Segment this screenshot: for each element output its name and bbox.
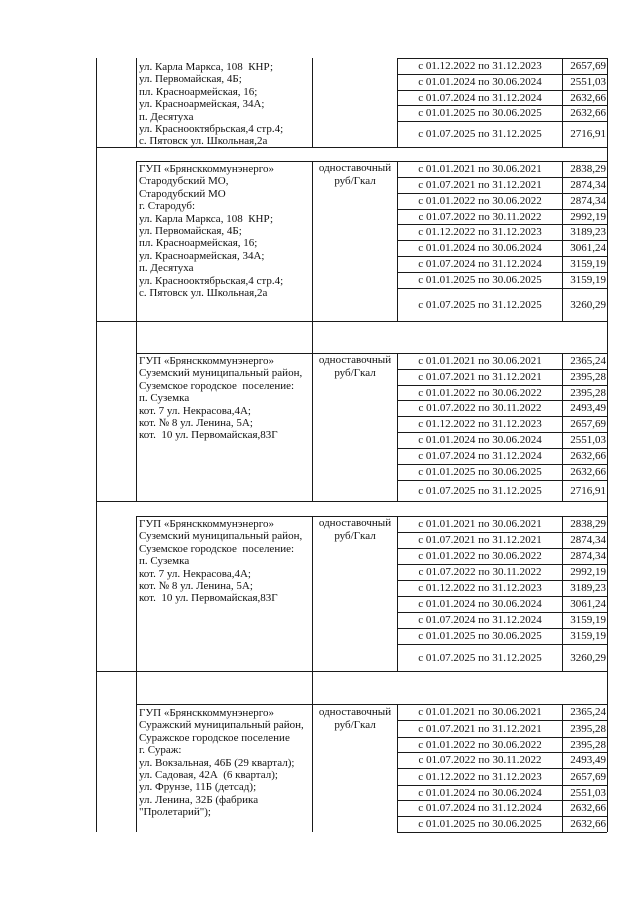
address-line: Стародубский МО,: [139, 175, 229, 188]
period-row-border: [397, 532, 607, 533]
period-cell: с 01.01.2022 по 30.06.2022: [418, 738, 542, 751]
period-row-border: [397, 58, 607, 59]
address-column-border: [136, 704, 137, 832]
tariff-value: 3189,23: [570, 582, 606, 594]
tariff-value: 2395,28: [570, 738, 606, 751]
address-column-border: [136, 516, 137, 671]
period-row-border: [397, 564, 607, 565]
period-row-border: [397, 580, 607, 581]
tariff-value: 3061,24: [570, 242, 606, 254]
tariff-value: 3159,19: [570, 274, 606, 286]
period-row-border: [397, 596, 607, 597]
address-line: ул. Карла Маркса, 108 КНР;: [139, 212, 274, 225]
period-cell: с 01.01.2021 по 30.06.2021: [418, 355, 542, 367]
address-line: п. Суземка: [139, 392, 190, 405]
period-row-border: [397, 369, 607, 370]
period-cell: с 01.07.2022 по 30.11.2022: [418, 754, 542, 766]
period-cell: с 01.12.2022 по 31.12.2023: [418, 582, 542, 594]
address-line: Суземский муниципальный район,: [139, 367, 303, 380]
address-line: ул. Красноармейская, 34А;: [139, 98, 265, 111]
period-row-border: [397, 161, 607, 162]
address-line: Суражский муниципальный район,: [139, 719, 304, 732]
address-line: ул. Карла Маркса, 108 КНР;: [139, 61, 274, 73]
period-row-border: [397, 74, 607, 75]
tariff-value: 3189,23: [570, 226, 606, 238]
period-row-border: [397, 193, 607, 194]
period-cell: с 01.01.2024 по 30.06.2024: [418, 242, 542, 254]
period-row-border: [397, 480, 607, 481]
period-cell: с 01.07.2021 по 31.12.2021: [418, 534, 542, 546]
section-top-border: [96, 321, 607, 322]
tariff-value: 2838,29: [570, 518, 606, 530]
period-row-border: [397, 816, 607, 817]
period-cell: с 01.12.2022 по 31.12.2023: [418, 770, 542, 783]
address-line: с. Пятовск ул. Школьная,2а: [139, 287, 268, 299]
period-row-border: [397, 256, 607, 257]
period-cell: с 01.07.2022 по 30.11.2022: [418, 566, 542, 578]
tariff-value: 2838,29: [570, 163, 606, 175]
tariff-value: 3159,19: [570, 614, 606, 626]
period-cell: с 01.01.2025 по 30.06.2025: [418, 107, 542, 119]
address-line: ГУП «Брянсккоммунэнерго»: [139, 355, 274, 367]
table-left-border: [96, 58, 97, 671]
tariff-unit: одноставочный руб/Гкал: [318, 162, 392, 187]
address-line: п. Суземка: [139, 555, 190, 568]
period-row-border: [397, 548, 607, 549]
table-right-border: [607, 516, 608, 671]
period-cell: с 01.01.2021 по 30.06.2021: [418, 706, 542, 718]
period-row-border: [397, 288, 607, 289]
tariff-value: 3260,29: [570, 298, 606, 311]
table-right-border: [607, 353, 608, 501]
table-right-border: [607, 58, 608, 147]
period-cell: с 01.07.2024 по 31.12.2024: [418, 258, 542, 270]
tariff-value: 2632,66: [570, 802, 606, 814]
table-right-border: [607, 704, 608, 832]
period-row-border: [397, 768, 607, 769]
period-cell: с 01.01.2024 по 30.06.2024: [418, 786, 542, 799]
tariff-value: 2395,28: [570, 722, 606, 735]
address-column-border: [136, 161, 137, 321]
address-line: ул. Садовая, 42А (6 квартал);: [139, 769, 278, 781]
period-row-border: [397, 704, 607, 705]
period-row-border: [397, 832, 607, 833]
table-right-border: [607, 161, 608, 321]
period-cell: с 01.07.2021 по 31.12.2021: [418, 722, 542, 735]
period-row-border: [397, 416, 607, 417]
period-cell: с 01.07.2021 по 31.12.2021: [418, 371, 542, 383]
period-cell: с 01.07.2021 по 31.12.2021: [418, 179, 542, 191]
period-row-border: [397, 400, 607, 401]
tariff-value: 3260,29: [570, 651, 606, 664]
period-cell: с 01.07.2024 по 31.12.2024: [418, 91, 542, 104]
tariff-value: 2992,19: [570, 566, 606, 578]
address-line: с. Пятовск ул. Школьная,2а: [139, 135, 268, 148]
table-right-border: [607, 501, 608, 516]
tariff-value: 2874,34: [570, 550, 606, 562]
section-top-border: [96, 501, 607, 502]
address-line: п. Десятуха: [139, 262, 194, 275]
tariff-value: 2992,19: [570, 210, 606, 223]
tariff-value: 2716,91: [570, 128, 606, 140]
tariff-value: 2632,66: [570, 91, 606, 104]
table-right-border: [607, 147, 608, 161]
address-line: Суземский муниципальный район,: [139, 530, 303, 543]
tariff-value: 2657,69: [570, 60, 606, 72]
tariff-value: 2657,69: [570, 770, 606, 783]
tariff-value: 2395,28: [570, 371, 606, 383]
period-cell: с 01.07.2024 по 31.12.2024: [418, 614, 542, 626]
tariff-value: 2874,34: [570, 179, 606, 191]
tariff-value: 2632,66: [570, 818, 606, 830]
period-row-border: [397, 121, 607, 122]
tariff-value: 2493,49: [570, 402, 606, 414]
period-cell: с 01.07.2025 по 31.12.2025: [418, 651, 542, 664]
tariff-value: 2551,03: [570, 434, 606, 446]
period-row-border: [397, 177, 607, 178]
tariff-value: 2395,28: [570, 386, 606, 399]
tariff-value: 2365,24: [570, 355, 606, 367]
address-line: Суражское городское поселение: [139, 731, 290, 744]
table-left-border: [96, 671, 97, 832]
period-cell: с 01.07.2024 по 31.12.2024: [418, 450, 542, 462]
period-cell: с 01.01.2024 по 30.06.2024: [418, 434, 542, 446]
tariff-value: 2716,91: [570, 484, 606, 497]
number-column-border: [136, 321, 137, 353]
address-line: Стародубский МО: [139, 187, 226, 200]
period-cell: с 01.12.2022 по 31.12.2023: [418, 418, 542, 430]
address-column-border: [136, 353, 137, 501]
tariff-value: 2874,34: [570, 195, 606, 207]
period-cell: с 01.01.2022 по 30.06.2022: [418, 195, 542, 207]
address-line: кот. № 8 ул. Ленина, 5А;: [139, 417, 253, 429]
address-line: ул. Первомайская, 4Б;: [139, 73, 242, 86]
period-cell: с 01.01.2022 по 30.06.2022: [418, 550, 542, 562]
address-line: г. Сураж:: [139, 744, 182, 757]
section-bottom-border: [96, 147, 607, 148]
section-top-border: [96, 671, 607, 672]
tariff-unit: одноставочный руб/Гкал: [318, 517, 392, 542]
tariff-value: 2632,66: [570, 466, 606, 478]
period-row-border: [397, 720, 607, 721]
address-line: п. Десятуха: [139, 110, 194, 123]
period-cell: с 01.01.2025 по 30.06.2025: [418, 630, 542, 642]
address-line: ул. Красноармейская, 34А;: [139, 249, 265, 262]
period-row-border: [397, 516, 607, 517]
address-line: ул. Вокзальная, 46Б (29 квартал);: [139, 756, 295, 769]
period-cell: с 01.07.2022 по 30.11.2022: [418, 402, 542, 414]
address-line: кот. 10 ул. Первомайская,83Г: [139, 592, 278, 605]
tariff-value: 3061,24: [570, 598, 606, 610]
unit-column-border: [312, 58, 313, 147]
address-line: ГУП «Брянсккоммунэнерго»: [139, 163, 274, 175]
address-line: пл. Красноармейская, 16;: [139, 237, 258, 250]
tariff-value: 2657,69: [570, 418, 606, 430]
period-row-border: [397, 272, 607, 273]
period-cell: с 01.01.2024 по 30.06.2024: [418, 598, 542, 610]
address-line: ул. Краснооктябрьская,4 стр.4;: [139, 123, 284, 135]
address-line: кот. 10 ул. Первомайская,83Г: [139, 429, 278, 442]
period-cell: с 01.12.2022 по 31.12.2023: [418, 226, 542, 238]
period-cell: с 01.07.2024 по 31.12.2024: [418, 802, 542, 814]
address-line: пл. Красноармейская, 16;: [139, 85, 258, 98]
tariff-value: 3159,19: [570, 258, 606, 270]
tariff-value: 3159,19: [570, 630, 606, 642]
address-line: г. Стародуб:: [139, 200, 196, 213]
tariff-value: 2365,24: [570, 706, 606, 718]
address-line: ул. Фрунзе, 11Б (детсад);: [139, 781, 257, 794]
period-cell: с 01.01.2021 по 30.06.2021: [418, 518, 542, 530]
address-line: Суземское городское поселение:: [139, 542, 295, 555]
tariff-unit: одноставочный руб/Гкал: [318, 706, 392, 731]
period-row-border: [397, 628, 607, 629]
address-line: кот. 7 ул. Некрасова,4А;: [139, 404, 251, 417]
address-line: ГУП «Брянсккоммунэнерго»: [139, 518, 274, 530]
address-line: ул. Первомайская, 4Б;: [139, 225, 242, 237]
period-cell: с 01.01.2025 по 30.06.2025: [418, 466, 542, 478]
period-row-border: [397, 464, 607, 465]
period-cell: с 01.01.2025 по 30.06.2025: [418, 274, 542, 286]
address-line: ул. Ленина, 32Б (фабрика: [139, 793, 259, 806]
tariff-unit: одноставочный руб/Гкал: [318, 354, 392, 379]
tariff-value: 2632,66: [570, 450, 606, 462]
period-row-border: [397, 448, 607, 449]
tariff-value: 2874,34: [570, 534, 606, 546]
address-column-border: [136, 58, 137, 147]
period-row-border: [397, 353, 607, 354]
tariff-value: 2632,66: [570, 107, 606, 119]
period-row-border: [397, 432, 607, 433]
period-cell: с 01.07.2025 по 31.12.2025: [418, 128, 542, 140]
tariff-value: 2551,03: [570, 76, 606, 88]
period-cell: с 01.01.2024 по 30.06.2024: [418, 76, 542, 88]
address-line: кот. № 8 ул. Ленина, 5А;: [139, 580, 253, 592]
period-row-border: [397, 644, 607, 645]
header-left-border: [312, 321, 313, 353]
table-right-border: [607, 321, 608, 353]
address-line: Суземское городское поселение:: [139, 379, 295, 392]
tariff-value: 2551,03: [570, 786, 606, 799]
header-left-border: [312, 671, 313, 704]
period-cell: с 01.07.2022 по 30.11.2022: [418, 210, 542, 223]
period-cell: с 01.01.2025 по 30.06.2025: [418, 818, 542, 830]
period-cell: с 01.01.2022 по 30.06.2022: [418, 386, 542, 399]
period-cell: с 01.07.2025 по 31.12.2025: [418, 484, 542, 497]
period-row-border: [397, 752, 607, 753]
address-line: "Пролетарий");: [139, 806, 211, 819]
period-row-border: [397, 240, 607, 241]
period-cell: с 01.07.2025 по 31.12.2025: [418, 298, 542, 311]
period-cell: с 01.01.2021 по 30.06.2021: [418, 163, 542, 175]
address-line: кот. 7 ул. Некрасова,4А;: [139, 567, 251, 580]
period-row-border: [397, 105, 607, 106]
period-row-border: [397, 612, 607, 613]
period-row-border: [397, 224, 607, 225]
address-line: ул. Краснооктябрьская,4 стр.4;: [139, 274, 284, 287]
table-right-border: [607, 671, 608, 704]
address-line: ГУП «Брянсккоммунэнерго»: [139, 707, 274, 719]
period-row-border: [397, 800, 607, 801]
tariff-value: 2493,49: [570, 754, 606, 766]
period-cell: с 01.12.2022 по 31.12.2023: [418, 60, 542, 72]
number-column-border: [136, 671, 137, 704]
